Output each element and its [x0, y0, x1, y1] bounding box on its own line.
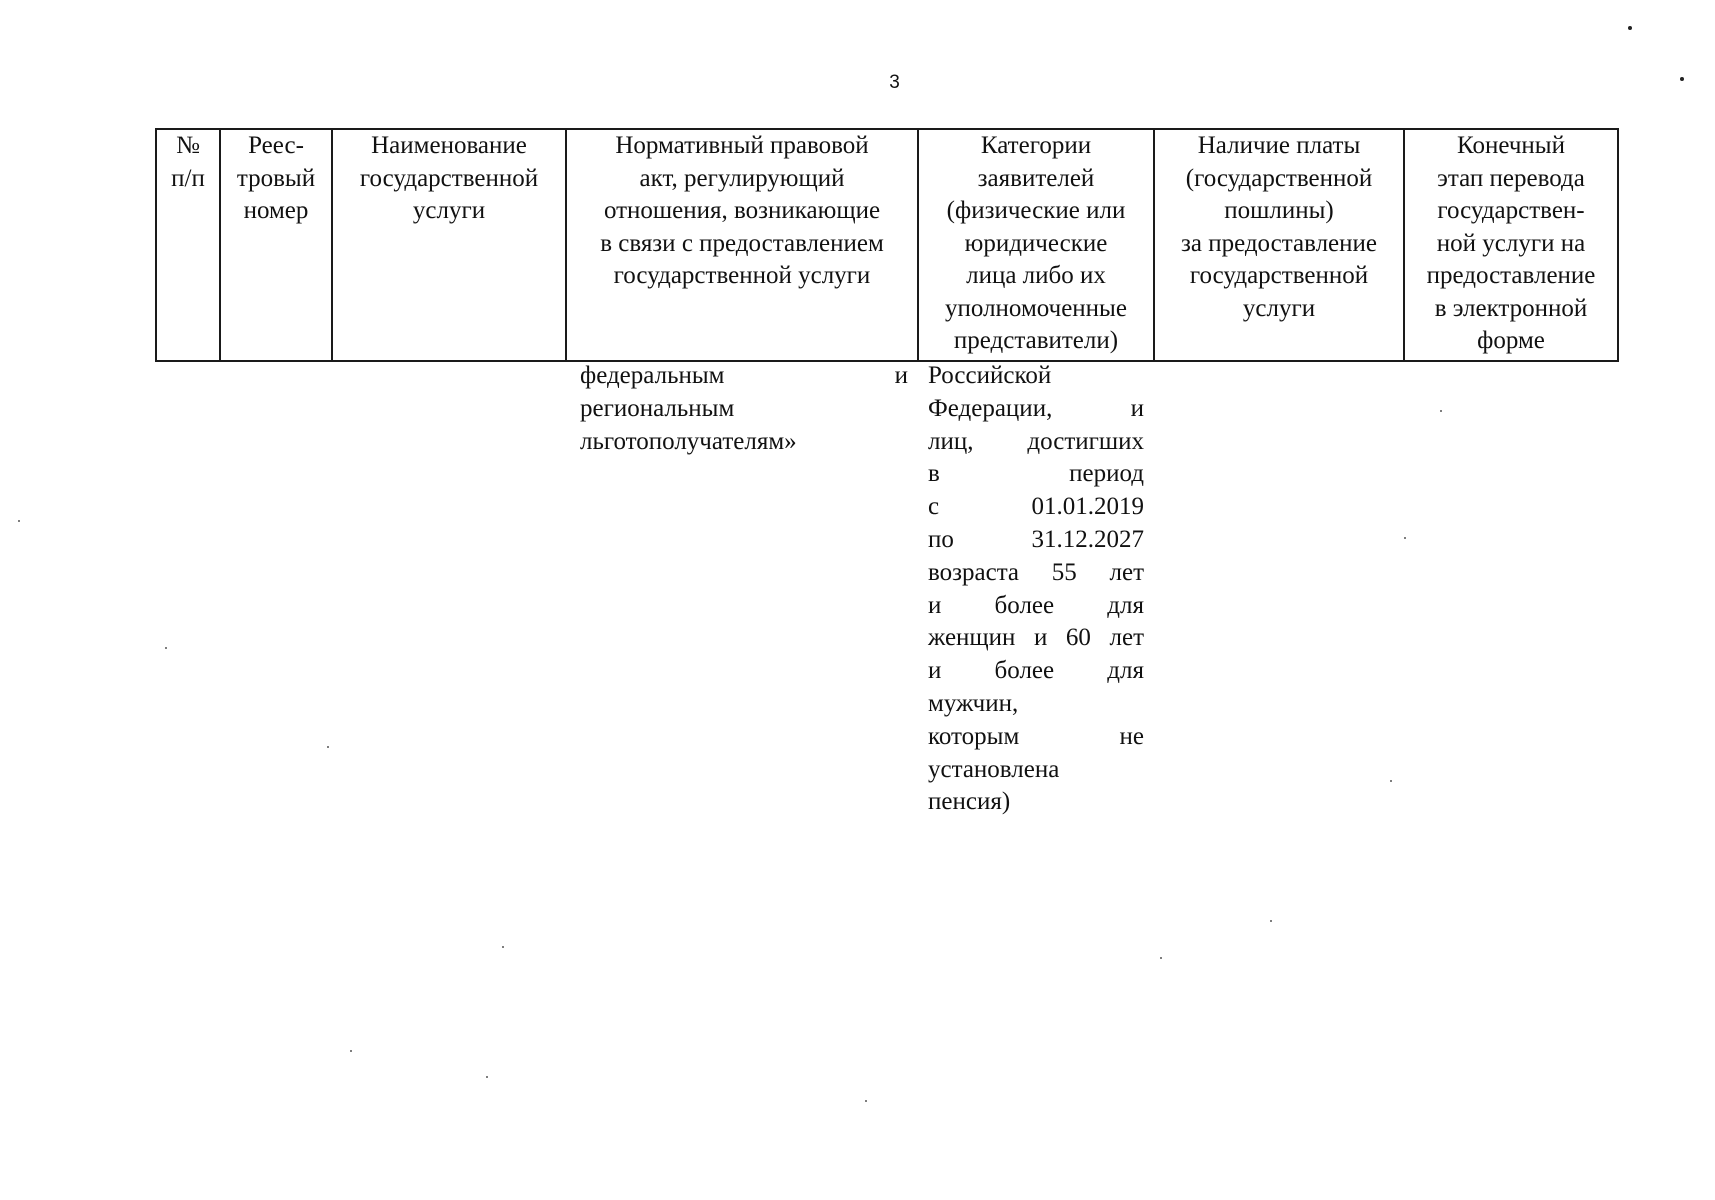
- category-line: лиц, достигших: [928, 427, 1144, 455]
- category-line: Российской: [928, 362, 1052, 389]
- header-col-final-stage-label: Конечный этап перевода государствен- ной услуги на предоставление в электронной форме: [1426, 132, 1596, 354]
- header-col-fee: [1154, 129, 1404, 361]
- legal-act-continuation: [580, 360, 908, 458]
- header-col-registry: [220, 129, 332, 361]
- scan-speck: [486, 1076, 488, 1078]
- category-line: женщин и 60 лет: [928, 624, 1144, 652]
- scan-speck: [865, 1100, 867, 1102]
- legal-act-line: региональным: [580, 394, 735, 422]
- legal-act-line: федеральным и: [580, 362, 908, 389]
- category-line: пенсия): [928, 788, 1011, 816]
- scan-speck: [1680, 77, 1684, 81]
- header-col-final-stage: [1404, 129, 1618, 361]
- header-col-applicant-categories: [918, 129, 1154, 361]
- header-col-number-label: № п/п: [171, 132, 205, 192]
- table-header-row: [156, 129, 1618, 361]
- scan-speck: [350, 1050, 352, 1052]
- applicant-categories-continuation: [928, 360, 1144, 819]
- header-col-service-name: [332, 129, 566, 361]
- scan-speck: [1390, 780, 1392, 782]
- page-number: 3: [889, 72, 900, 93]
- category-line: мужчин,: [928, 689, 1019, 717]
- category-line: установлена: [928, 755, 1060, 783]
- services-table-header: [155, 128, 1619, 362]
- category-line: по 31.12.2027: [928, 525, 1144, 553]
- category-line: и более для: [928, 657, 1144, 685]
- scan-speck: [1160, 957, 1162, 959]
- scan-speck: [165, 647, 167, 649]
- header-col-service-name-label: Наименование государственной услуги: [359, 132, 539, 224]
- scan-speck: [1270, 920, 1272, 922]
- scan-speck: [327, 746, 329, 748]
- scan-speck: [1404, 537, 1406, 539]
- category-line: в период: [928, 460, 1144, 488]
- header-col-fee-label: Наличие платы (государственной пошлины) за предоставление государственной услуги: [1180, 132, 1378, 322]
- header-col-number: [156, 129, 220, 361]
- category-line: и более для: [928, 591, 1144, 619]
- header-col-legal-act: [566, 129, 918, 361]
- scan-speck: [1628, 26, 1632, 30]
- scan-speck: [18, 520, 20, 522]
- legal-act-line: льготополучателям»: [580, 427, 797, 455]
- category-line: с 01.01.2019: [928, 493, 1144, 521]
- header-col-legal-act-label: Нормативный правовой акт, регулирующий отношения, возникающие в связи с предоставлением государственной услуги: [600, 132, 884, 289]
- header-col-registry-label: Реес- тровый номер: [236, 132, 316, 224]
- header-col-applicant-categories-label: Категории заявителей (физические или юридические лица либо их уполномоченные представители): [945, 132, 1127, 354]
- scan-speck: [1440, 410, 1442, 412]
- category-line: которым не: [928, 722, 1144, 750]
- category-line: возраста 55 лет: [928, 558, 1144, 586]
- category-line: Федерации, и: [928, 394, 1144, 422]
- scan-speck: [502, 946, 504, 948]
